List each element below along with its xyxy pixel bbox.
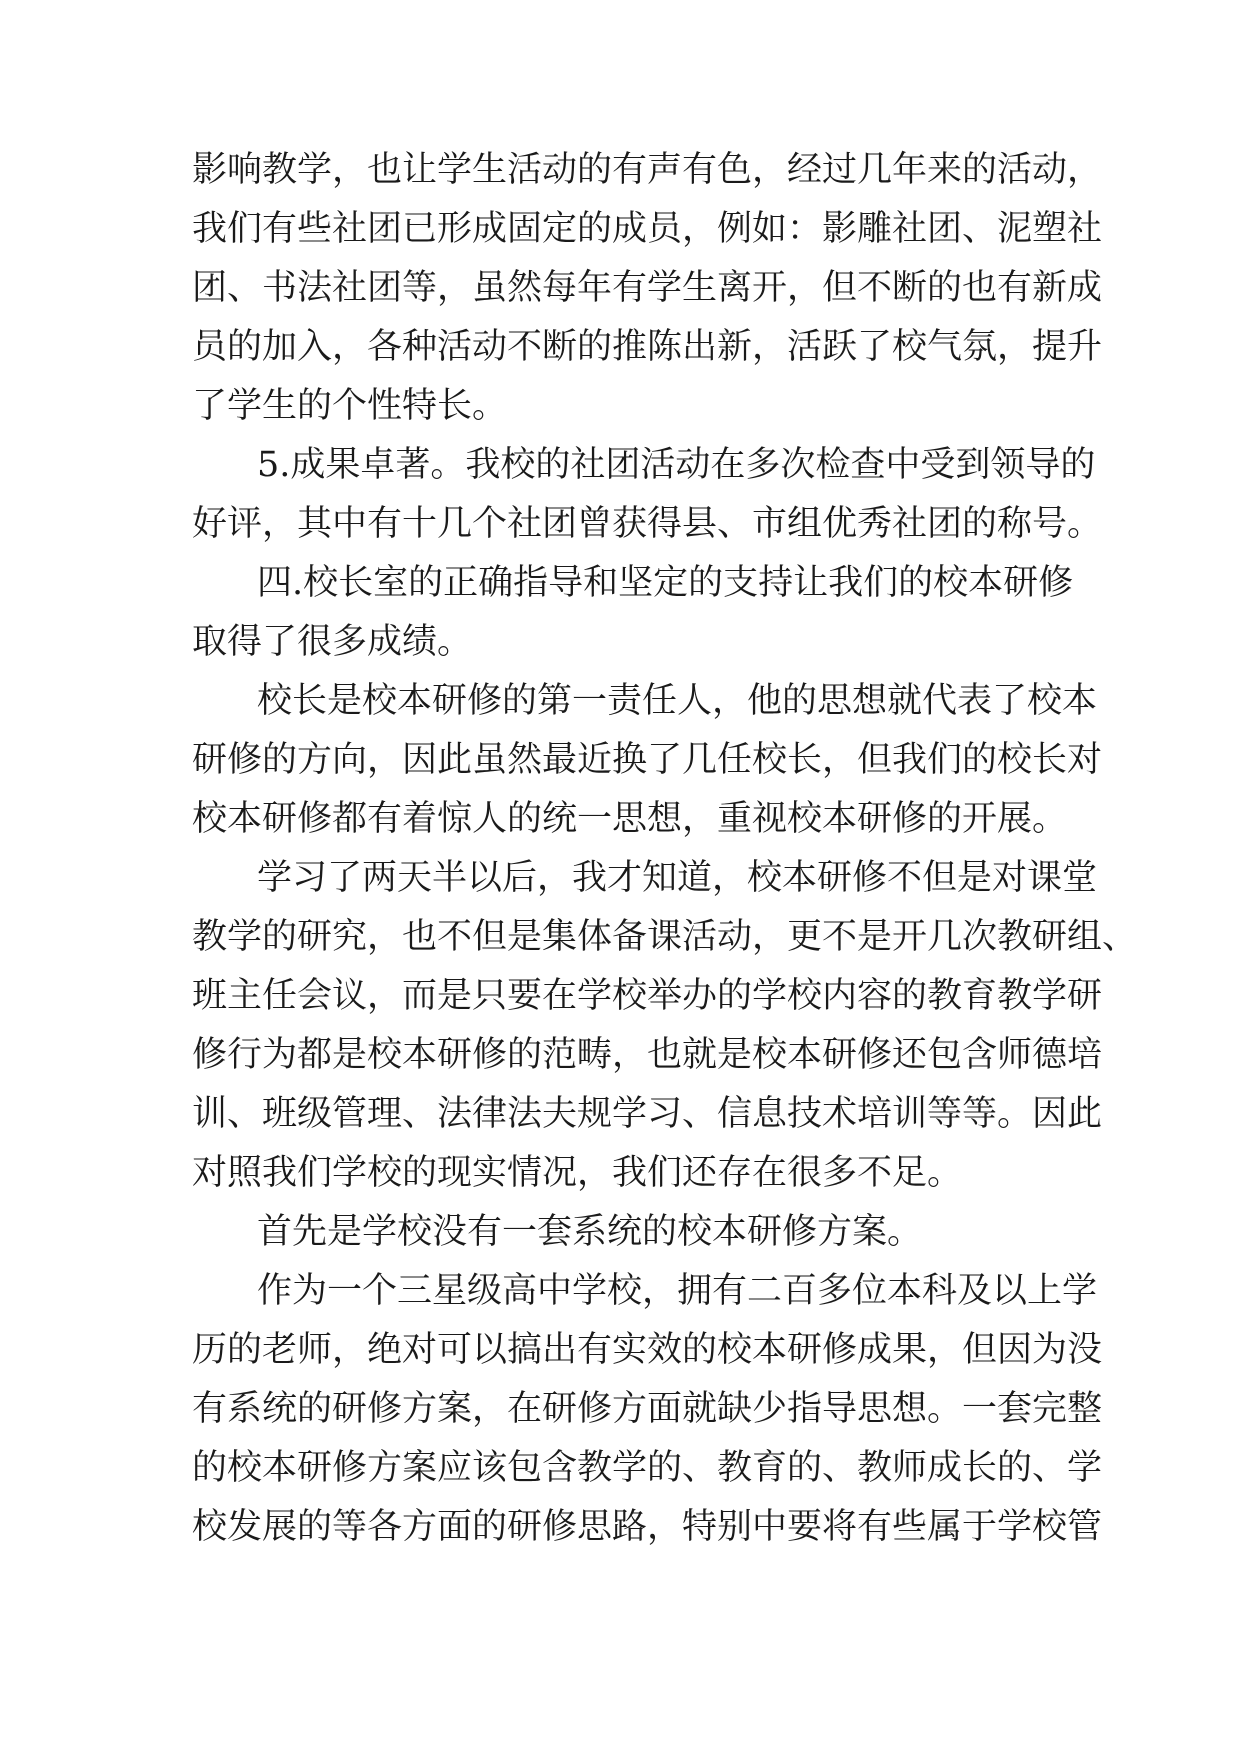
text-line-19: 首先是学校没有一套系统的校本研修方案。 — [257, 1212, 923, 1252]
text-line-17: 训、班级管理、法律法夫规学习、信息技术培训等等。因此 — [192, 1094, 1103, 1134]
text-line-3: 团、书法社团等，虽然每年有学生离开，但不断的也有新成 — [192, 268, 1103, 308]
text-line-1: 影响教学，也让学生活动的有声有色，经过几年来的活动， — [192, 150, 1103, 190]
text-line-14: 教学的研究，也不但是集体备课活动，更不是开几次教研组、 — [192, 917, 1138, 957]
text-line-23: 的校本研修方案应该包含教学的、教育的、教师成长的、学 — [192, 1448, 1103, 1488]
text-line-21: 历的老师，绝对可以搞出有实效的校本研修成果，但因为没 — [192, 1330, 1103, 1370]
text-line-22: 有系统的研修方案，在研修方面就缺少指导思想。一套完整 — [192, 1389, 1103, 1429]
text-line-15: 班主任会议，而是只要在学校举办的学校内容的教育教学研 — [192, 976, 1103, 1016]
text-line-9: 取得了很多成绩。 — [192, 622, 473, 662]
text-line-8: 四.校长室的正确指导和坚定的支持让我们的校本研修 — [257, 563, 1074, 603]
text-line-20: 作为一个三星级高中学校，拥有二百多位本科及以上学 — [257, 1271, 1098, 1311]
text-line-10: 校长是校本研修的第一责任人，他的思想就代表了校本 — [257, 681, 1098, 721]
text-line-2: 我们有些社团已形成固定的成员，例如：影雕社团、泥塑社 — [192, 209, 1103, 249]
text-line-7: 好评，其中有十几个社团曾获得县、市组优秀社团的称号。 — [192, 504, 1103, 544]
text-line-12: 校本研修都有着惊人的统一思想，重视校本研修的开展。 — [192, 799, 1068, 839]
text-line-5: 了学生的个性特长。 — [192, 386, 508, 426]
text-line-4: 员的加入，各种活动不断的推陈出新，活跃了校气氛，提升 — [192, 327, 1103, 367]
text-line-16: 修行为都是校本研修的范畴，也就是校本研修还包含师德培 — [192, 1035, 1103, 1075]
text-line-6: 5.成果卓著。我校的社团活动在多次检查中受到领导的 — [257, 445, 1096, 485]
text-line-24: 校发展的等各方面的研修思路，特别中要将有些属于学校管 — [192, 1507, 1103, 1547]
text-line-11: 研修的方向，因此虽然最近换了几任校长，但我们的校长对 — [192, 740, 1103, 780]
text-line-18: 对照我们学校的现实情况，我们还存在很多不足。 — [192, 1153, 963, 1193]
text-line-13: 学习了两天半以后，我才知道，校本研修不但是对课堂 — [257, 858, 1098, 898]
